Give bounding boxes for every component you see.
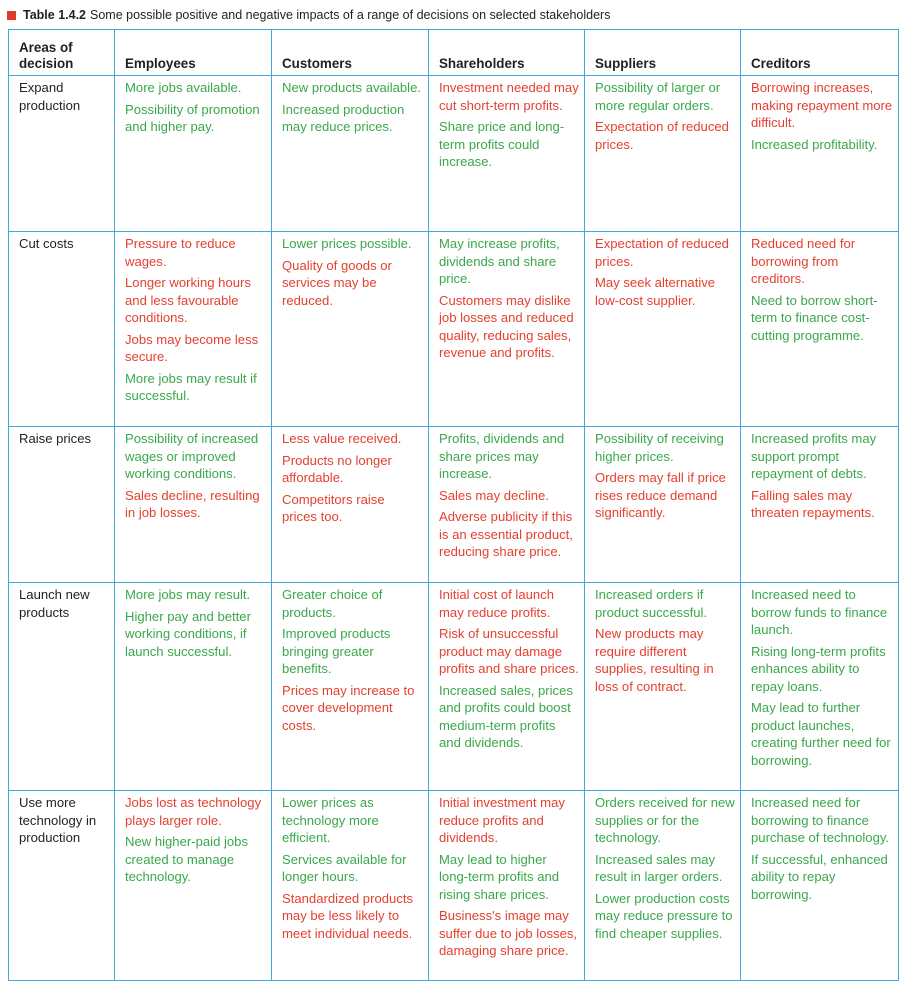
area-of-decision-cell: Expand production (9, 76, 115, 232)
impact-cell-suppliers (585, 583, 741, 791)
positive-impact: May increase profits, dividends and share price. (439, 236, 560, 286)
positive-impact: More jobs may result. (125, 587, 251, 602)
positive-impact: Increased sales, prices and profits could boost medium-term profits and dividends. (439, 682, 573, 750)
positive-impact: Increased profitability. (751, 136, 878, 152)
impact-cell-employees (115, 583, 272, 791)
negative-impact: Sales decline, resulting in job losses. (125, 487, 260, 520)
negative-impact: Standardized products may be less likely to meet individual needs. (282, 890, 414, 941)
table-row (9, 232, 899, 427)
header-employees: Employees (115, 30, 272, 76)
positive-impact: Possibility of receiving higher prices. (595, 431, 724, 464)
impact-cell-creditors (741, 76, 899, 232)
square-bullet-icon (7, 11, 16, 20)
impact-cell-shareholders (429, 232, 585, 427)
positive-impact: If successful, enhanced ability to repay borrowing. (751, 851, 888, 902)
area-of-decision-cell: Cut costs (9, 232, 115, 427)
positive-impact: May lead to further product launches, creating further need for borrowing. (751, 700, 891, 768)
positive-impact: Increased profits may support prompt repayment of debts. (751, 431, 877, 481)
impact-cell-shareholders (429, 583, 585, 791)
impact-cell-creditors (741, 791, 899, 981)
impact-cell-employees (115, 76, 272, 232)
header-suppliers: Suppliers (585, 30, 741, 76)
positive-impact: Increased need to borrow funds to finance launch. (751, 587, 888, 637)
negative-impact: Jobs lost as technology plays larger role. (125, 795, 262, 828)
negative-impact: New products may require different supplies, resulting in loss of contract. (595, 626, 714, 694)
positive-impact: New products available. (282, 80, 422, 95)
impact-cell-customers (272, 791, 429, 981)
impact-cell-creditors (741, 427, 899, 583)
negative-impact: Pressure to reduce wages. (125, 236, 236, 269)
positive-impact: Possibility of larger or more regular orders. (595, 80, 721, 113)
table-row (9, 791, 899, 981)
positive-impact: Orders received for new supplies or for the technology. (595, 795, 735, 845)
impact-cell-creditors (741, 232, 899, 427)
positive-impact: Improved products bringing greater benefits. (282, 626, 391, 676)
negative-impact: Adverse publicity if this is an essential product, reducing share price. (439, 509, 573, 559)
negative-impact: Reduced need for borrowing from creditors. (751, 236, 856, 286)
negative-impact: Risk of unsuccessful product may damage profits and share prices. (439, 626, 579, 676)
positive-impact: Greater choice of products. (282, 587, 383, 620)
negative-impact: Initial investment may reduce profits and dividends. (439, 795, 565, 845)
impact-cell-shareholders (429, 76, 585, 232)
positive-impact: Increased need for borrowing to finance purchase of technology. (751, 795, 890, 845)
stakeholder-impacts-table (8, 29, 899, 981)
positive-impact: More jobs may result if successful. (125, 370, 257, 403)
table-row (9, 583, 899, 791)
area-of-decision-cell: Use more technology in production (9, 791, 115, 981)
impact-cell-customers (272, 427, 429, 583)
impact-cell-employees (115, 232, 272, 427)
impact-cell-employees (115, 427, 272, 583)
negative-impact: Customers may dislike job losses and reduced quality, reducing sales, revenue and profits. (439, 292, 574, 360)
negative-impact: Competitors raise prices too. (282, 491, 385, 524)
impact-cell-suppliers (585, 791, 741, 981)
positive-impact: Share price and long-term profits could increase. (439, 119, 565, 169)
area-of-decision-cell: Raise prices (9, 427, 115, 583)
positive-impact: Increased sales may result in larger orders. (595, 851, 723, 884)
impact-cell-suppliers (585, 76, 741, 232)
table-title: Some possible positive and negative impacts of a range of decisions on selected stakeholders (90, 8, 611, 22)
negative-impact: Business's image may suffer due to job losses, damaging share price. (439, 908, 578, 958)
negative-impact: Products no longer affordable. (282, 452, 392, 485)
impact-cell-customers (272, 583, 429, 791)
negative-impact: Longer working hours and less favourable conditions. (125, 275, 251, 325)
negative-impact: Sales may decline. (439, 487, 549, 503)
positive-impact: Possibility of promotion and higher pay. (125, 101, 260, 134)
positive-impact: New higher-paid jobs created to manage technology. (125, 834, 249, 884)
header-creditors: Creditors (741, 30, 899, 76)
negative-impact: Orders may fall if price rises reduce demand significantly. (595, 470, 726, 520)
negative-impact: May seek alternative low-cost supplier. (595, 275, 716, 308)
negative-impact: Borrowing increases, making repayment more difficult. (751, 80, 893, 130)
impact-cell-shareholders (429, 791, 585, 981)
negative-impact: Quality of goods or services may be reduced. (282, 257, 392, 308)
table-row (9, 76, 899, 232)
area-of-decision-cell: Launch new products (9, 583, 115, 791)
positive-impact: More jobs available. (125, 80, 242, 95)
impact-cell-shareholders (429, 427, 585, 583)
negative-impact: Expectation of reduced prices. (595, 119, 729, 152)
negative-impact: Jobs may become less secure. (125, 331, 259, 364)
negative-impact: Investment needed may cut short-term profits. (439, 80, 579, 113)
positive-impact: Need to borrow short-term to finance cost-cutting programme. (751, 292, 878, 343)
impact-cell-suppliers (585, 232, 741, 427)
positive-impact: May lead to higher long-term profits and rising share prices. (439, 851, 560, 902)
impact-cell-creditors (741, 583, 899, 791)
negative-impact: Expectation of reduced prices. (595, 236, 729, 269)
positive-impact: Lower prices as technology more efficient. (282, 795, 379, 845)
positive-impact: Services available for longer hours. (282, 851, 407, 884)
table-caption (7, 6, 908, 24)
positive-impact: Lower prices possible. (282, 236, 412, 251)
positive-impact: Increased production may reduce prices. (282, 101, 405, 134)
table-number: Table 1.4.2 (23, 8, 86, 22)
negative-impact: Initial cost of launch may reduce profits. (439, 587, 554, 620)
negative-impact: Less value received. (282, 431, 402, 446)
header-shareholders: Shareholders (429, 30, 585, 76)
negative-impact: Falling sales may threaten repayments. (751, 487, 875, 520)
impact-cell-customers (272, 76, 429, 232)
header-row (9, 30, 899, 76)
positive-impact: Profits, dividends and share prices may increase. (439, 431, 565, 481)
negative-impact: Prices may increase to cover development costs. (282, 682, 415, 733)
header-customers: Customers (272, 30, 429, 76)
positive-impact: Lower production costs may reduce pressure to find cheaper supplies. (595, 890, 733, 941)
impact-cell-customers (272, 232, 429, 427)
positive-impact: Higher pay and better working conditions, if launch successful. (125, 608, 251, 659)
header-areas-of-decision: Areas of decision (9, 30, 115, 76)
table-body (9, 76, 899, 981)
positive-impact: Possibility of increased wages or improved working conditions. (125, 431, 259, 481)
impact-cell-suppliers (585, 427, 741, 583)
impact-cell-employees (115, 791, 272, 981)
positive-impact: Increased orders if product successful. (595, 587, 708, 620)
positive-impact: Rising long-term profits enhances ability to repay loans. (751, 643, 886, 694)
table-row (9, 427, 899, 583)
